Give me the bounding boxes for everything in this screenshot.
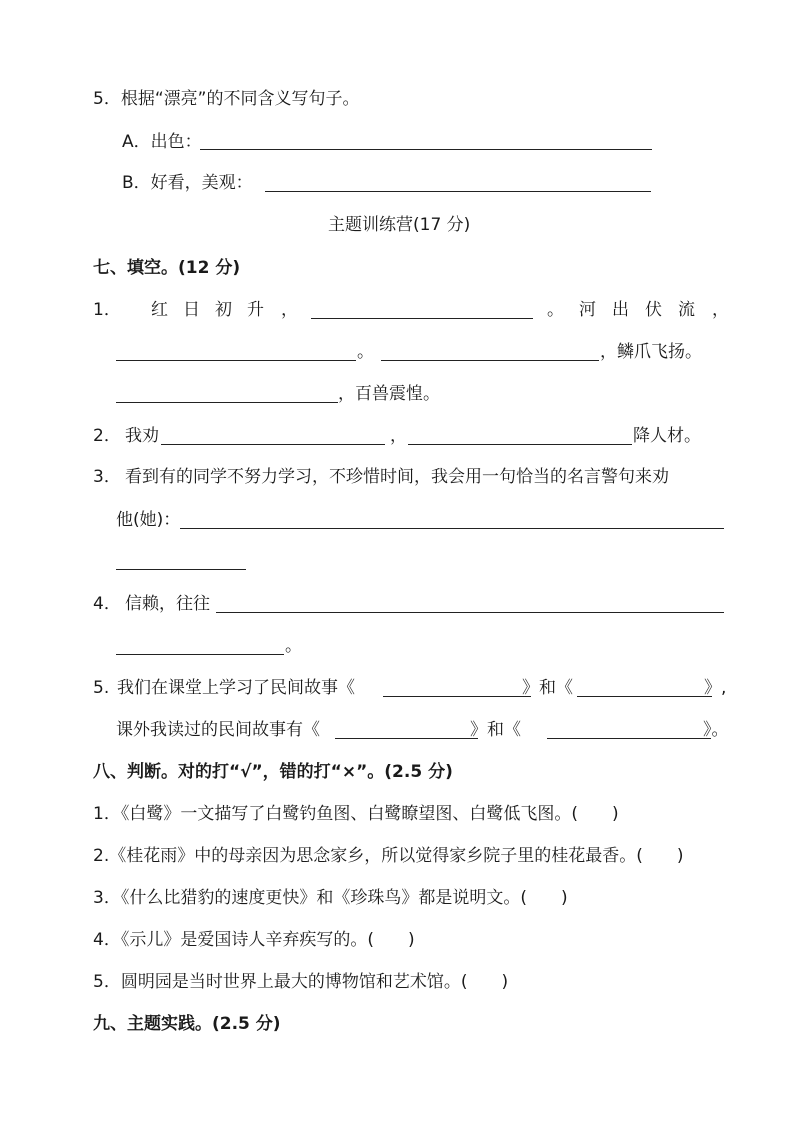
s7-item2-text: 我劝 [125,426,159,446]
s8-judgment-item[interactable]: 1．《白鹭》一文描写了白鹭钓鱼图、白鹭瞭望图、白鹭低飞图。( ) [93,804,619,824]
s7-item4-blank-2[interactable] [116,636,284,655]
s7-item5-number: 5. [93,678,110,698]
s8-judgment-item[interactable]: 3．《什么比猎豹的速度更快》和《珍珠鸟》都是说明文。( ) [93,888,568,908]
s7-item5-line2-text: 课外我读过的民间故事有《 [116,720,320,740]
s7-item5-blank-4[interactable] [547,720,711,739]
q5-answer-b-blank[interactable] [265,173,651,192]
s7-item1-period: 。 [547,300,564,320]
s7-item1-comma: ， [281,300,298,320]
s7-item1-char: 初 [215,300,232,320]
s7-item5-end: 》, [704,678,727,698]
q5-answer-a-blank[interactable] [200,131,652,150]
q5-stem: 根据“漂亮”的不同含义写句子。 [120,89,360,109]
section-8-heading: 八、判断。对的打“√”，错的打“×”。(2.5 分) [93,762,453,782]
s7-item1-char: 河 [579,300,596,320]
s7-item2-comma: ， [390,426,407,446]
q5-number: 5． [93,89,121,109]
s7-item1-number: 1． [93,300,121,320]
q5-option-a-text: 出色： [150,132,202,152]
s7-item4-text: 信赖，往往 [125,594,210,614]
s7-item5-blank-1[interactable] [383,678,531,697]
s7-item4-end: 。 [285,636,302,656]
s7-item5-text: 我们在课堂上学习了民间故事《 [117,678,355,698]
s7-item2-number: 2． [93,426,121,446]
s8-judgment-item[interactable]: 5．圆明园是当时世界上最大的博物馆和艺术馆。( ) [93,972,509,992]
section-title: 主题训练营(17 分) [328,215,471,235]
s7-item2-blank-1[interactable] [161,426,385,445]
s7-item1-blank-2[interactable] [116,342,356,361]
s7-item3-number: 3． [93,467,121,487]
q5-option-b-label: B． [122,173,151,193]
s7-item1-char: 升 [247,300,264,320]
s8-judgment-item[interactable]: 2.《桂花雨》中的母亲因为思念家乡，所以觉得家乡院子里的桂花最香。( ) [93,846,684,866]
s7-item5-end: 》。 [703,720,729,740]
s7-item1-blank-1[interactable] [311,300,533,319]
s7-item4-number: 4． [93,594,121,614]
s7-item3-blank-2[interactable] [116,551,246,570]
s7-item1-line3-tail: ，百兽震惶。 [338,384,440,404]
s7-item1-blank-4[interactable] [116,384,338,403]
section-7-heading: 七、填空。(12 分) [93,258,241,278]
s7-item1-char: 流 [678,300,695,320]
s7-item3-text: 看到有的同学不努力学习，不珍惜时间，我会用一句恰当的名言警句来劝 [125,467,669,487]
s7-item1-char: 伏 [645,300,662,320]
s7-item1-blank-3[interactable] [381,342,599,361]
s7-item5-blank-2[interactable] [577,678,712,697]
s7-item1-line2-tail: ，鳞爪飞扬。 [600,342,702,362]
section-9-heading: 九、主题实践。(2.5 分) [93,1014,281,1034]
s7-item5-blank-3[interactable] [335,720,478,739]
s7-item3-blank-1[interactable] [180,510,724,529]
s7-item2-blank-2[interactable] [408,426,632,445]
s7-item5-and: 》和《 [522,678,573,698]
s7-item3-continuation: 他(她)： [116,510,181,530]
q5-option-a [122,131,202,153]
q5-option-b [122,172,253,194]
s7-item1-char: 红 [151,300,168,320]
q5-option-b-text: 好看，美观： [150,173,253,193]
s7-item1-period: 。 [357,342,374,362]
s8-judgment-item[interactable]: 4．《示儿》是爱国诗人辛弃疾写的。( ) [93,930,415,950]
s7-item2-tail: 降人材。 [633,426,701,446]
s7-item1-char: 出 [612,300,629,320]
q5-option-a-label: A． [122,132,151,152]
s7-item5-and: 》和《 [470,720,521,740]
q5-stem-line [93,88,359,110]
s7-item4-blank-1[interactable] [216,594,724,613]
s7-item1-char: 日 [183,300,200,320]
s7-item1-comma: ， [712,300,729,320]
